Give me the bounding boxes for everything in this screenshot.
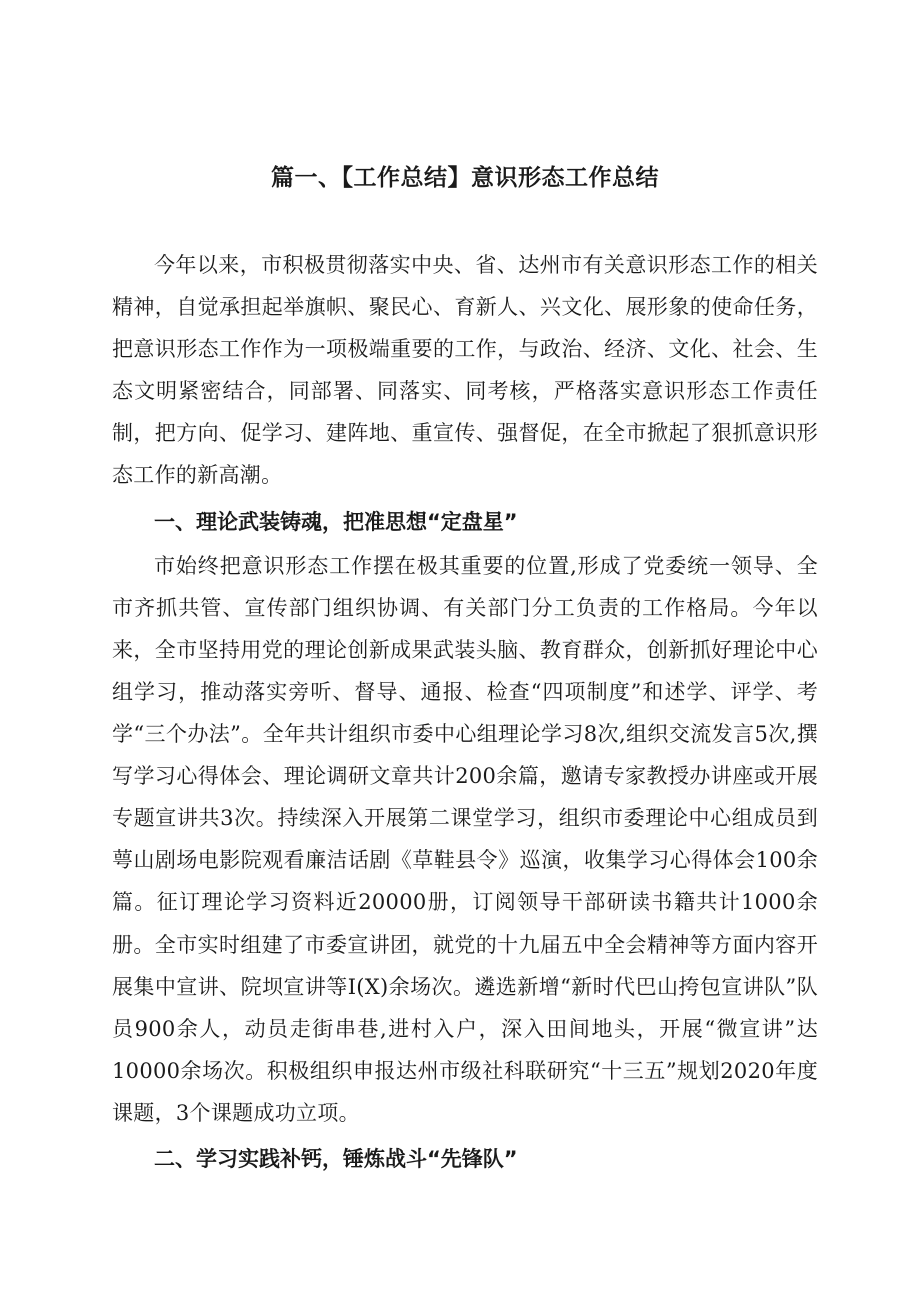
section-1-heading: 一、理论武装铸魂，把准思想“定盘星” [154, 509, 518, 534]
document-title: 篇一、【工作总结】意识形态工作总结 [271, 165, 659, 191]
document-body [112, 244, 818, 1180]
section-1-paragraph: 市始终把意识形态工作摆在极其重要的位置,形成了党委统一领导、全市齐抓共管、宣传部门组织协调、有关部门分工负责的工作格局。今年以来，全市坚持用党的理论创新成果武装头脑、教育群众，创新抓好理论中心组学习，推动落实旁听、督导、通报、检查“四项制度”和述学、评学、考学“三个办法”。全年共计组织市委中心组理论学习8次,组织交流发言5次,撰写学习心得体会、理论调研文章共计200余篇，邀请专家教授办讲座或开展专题宣讲共3次。持续深入开展第二课堂学习，组织市委理论中心组成员到萼山剧场电影院观看廉洁话剧《草鞋县令》巡演，收集学习心得体会100余篇。征订理论学习资料近20000册，订阅领导干部研读书籍共计1000余册。全市实时组建了市委宣讲团，就党的十九届五中全会精神等方面内容开展集中宣讲、院坝宣讲等I(X)余场次。遴选新增“新时代巴山挎包宣讲队”队员900余人，动员走街串巷,进村入户，深入田间地头，开展“微宣讲”达10000余场次。积极组织申报达州市级社科联研究“十三五”规划2020年度课题，3个课题成功立项。 [112, 553, 818, 1125]
section-2-heading: 二、学习实践补钙，锤炼战斗“先锋队” [154, 1146, 518, 1171]
intro-paragraph: 今年以来，市积极贯彻落实中央、省、达州市有关意识形态工作的相关精神，自觉承担起举旗帜、聚民心、育新人、兴文化、展形象的使命任务，把意识形态工作作为一项极端重要的工作，与政治、经济、文化、社会、生态文明紧密结合，同部署、同落实、同考核，严格落实意识形态工作责任制，把方向、促学习、建阵地、重宣传、强督促，在全市掀起了狠抓意识形态工作的新高潮。 [112, 253, 818, 488]
